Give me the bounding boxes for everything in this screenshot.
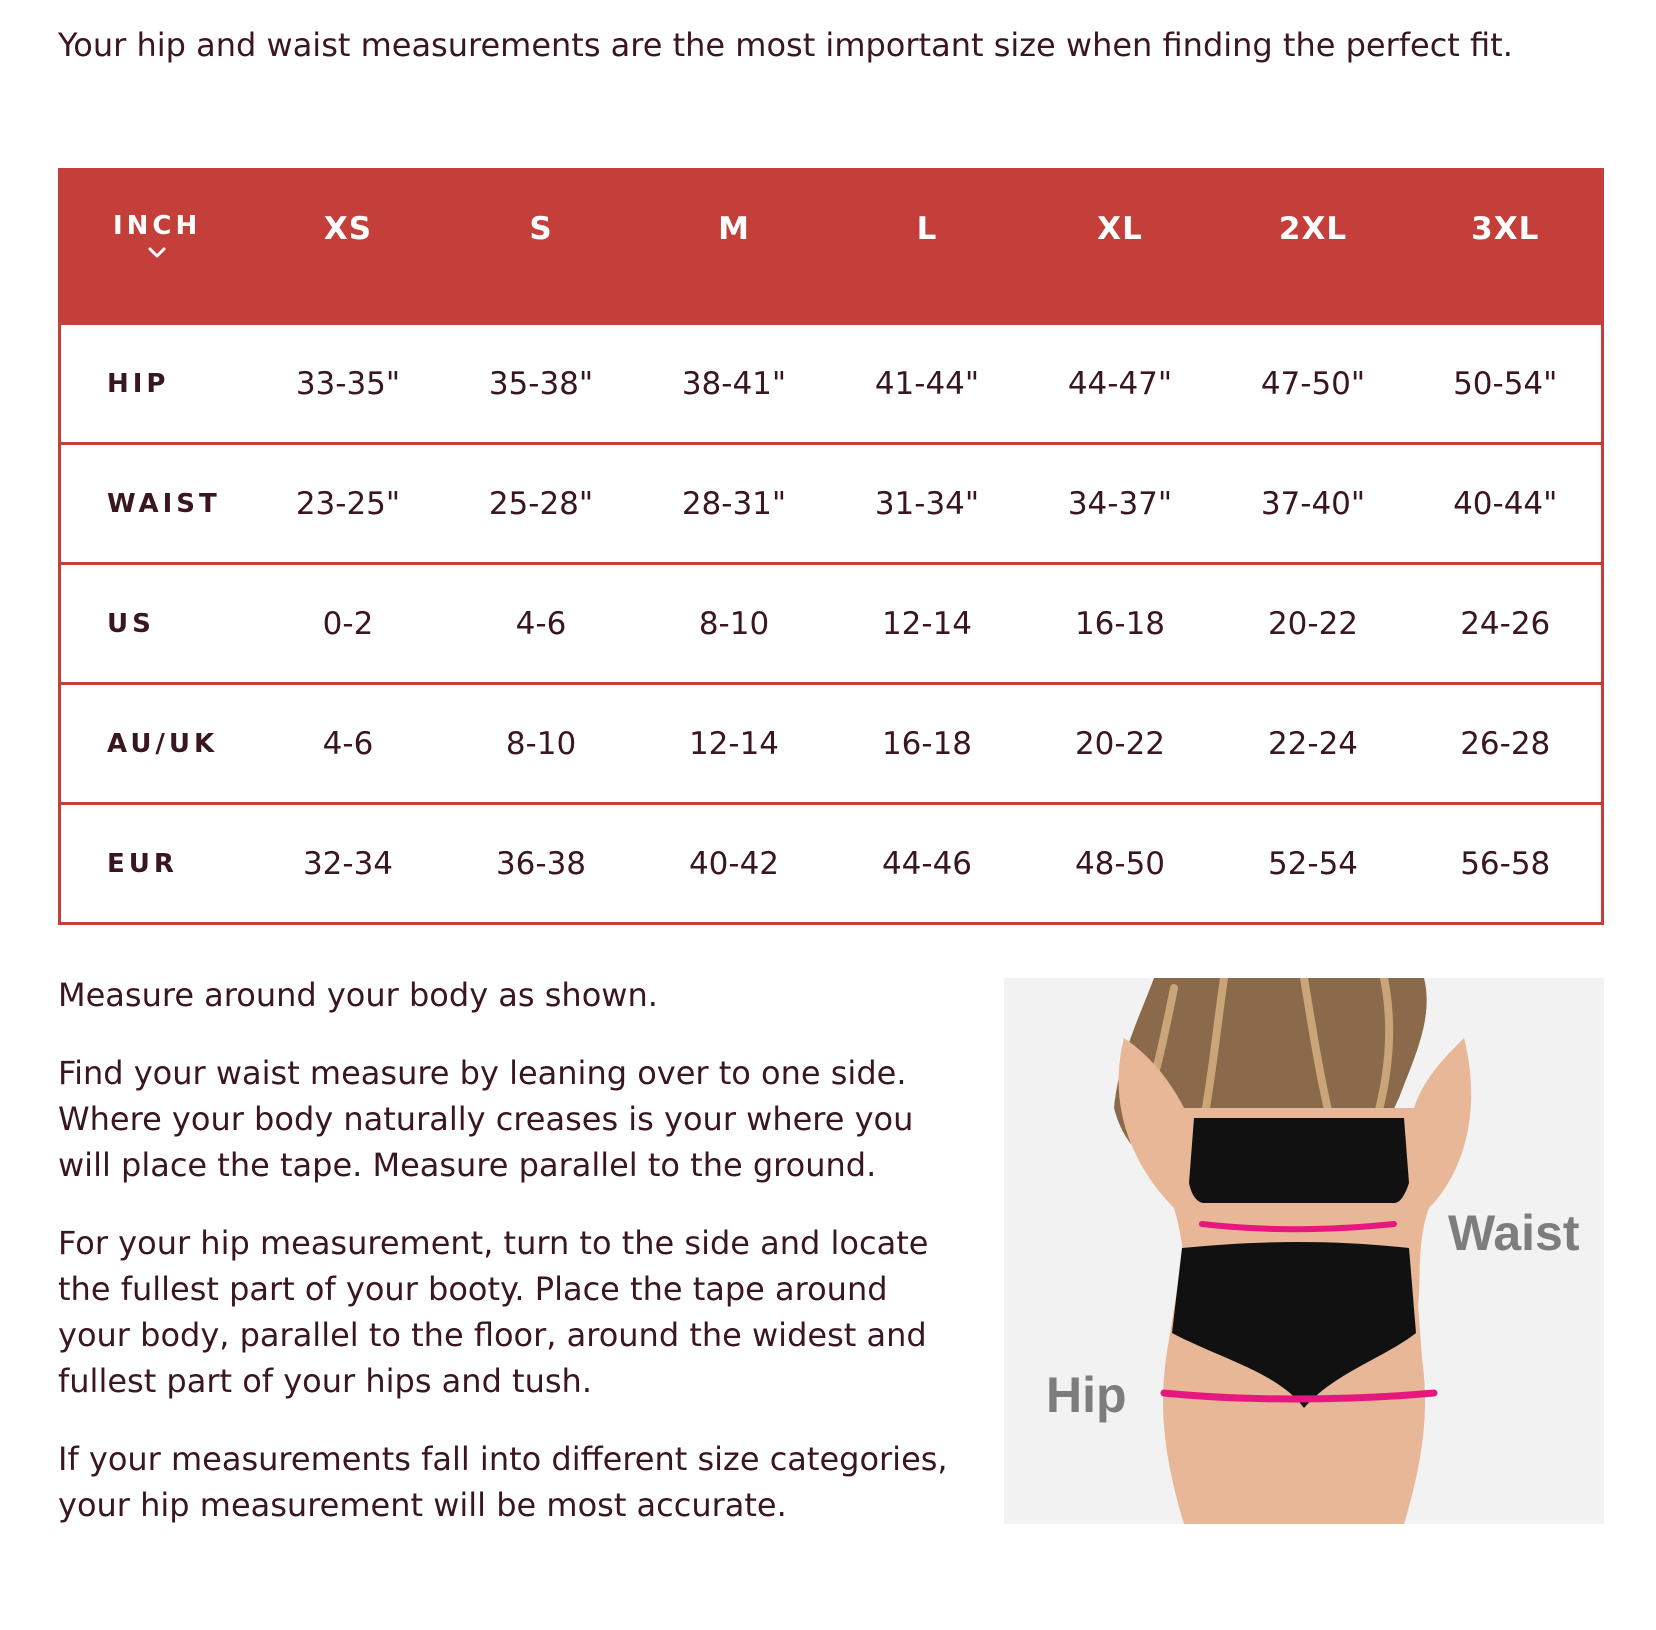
- table-cell: 12-14: [638, 684, 831, 804]
- row-label-hip: HIP: [60, 324, 252, 444]
- table-cell: 4-6: [252, 684, 445, 804]
- table-cell: 47-50": [1217, 324, 1410, 444]
- table-cell: 8-10: [445, 684, 638, 804]
- table-row-au-uk: [60, 684, 1603, 804]
- table-cell: 23-25": [252, 444, 445, 564]
- table-cell: 25-28": [445, 444, 638, 564]
- table-cell: 44-47": [1024, 324, 1217, 444]
- waist-label: Waist: [1448, 1205, 1580, 1261]
- table-cell: 22-24: [1217, 684, 1410, 804]
- size-chart-table: [58, 168, 1604, 925]
- table-cell: 0-2: [252, 564, 445, 684]
- hip-label: Hip: [1046, 1367, 1127, 1423]
- table-cell: 31-34": [831, 444, 1024, 564]
- size-header-row: [60, 170, 1603, 324]
- guide-paragraph: For your hip measurement, turn to the side and locate the fullest part of your booty. Place the tape around your body, parallel to the floor, around the widest and fullest part of your hips and tush.: [58, 1224, 929, 1400]
- guide-paragraph: Measure around your body as shown.: [58, 976, 658, 1014]
- chevron-down-icon: [148, 247, 166, 259]
- table-cell: 36-38: [445, 804, 638, 924]
- size-header-2xl: 2XL: [1217, 170, 1410, 324]
- table-cell: 28-31": [638, 444, 831, 564]
- guide-paragraph: If your measurements fall into different size categories, your hip measurement will be most accurate.: [58, 1440, 948, 1524]
- table-cell: 44-46: [831, 804, 1024, 924]
- table-cell: 52-54: [1217, 804, 1410, 924]
- intro-text: Your hip and waist measurements are the most important size when finding the perfect fit.: [58, 26, 1513, 64]
- table-cell: 26-28: [1410, 684, 1603, 804]
- table-cell: 32-34: [252, 804, 445, 924]
- table-cell: 34-37": [1024, 444, 1217, 564]
- table-row-hip: [60, 324, 1603, 444]
- unit-label: INCH: [113, 211, 202, 241]
- table-row-waist: [60, 444, 1603, 564]
- table-cell: 50-54": [1410, 324, 1603, 444]
- size-header-l: L: [831, 170, 1024, 324]
- row-label-au-uk: AU/UK: [60, 684, 252, 804]
- table-cell: 40-44": [1410, 444, 1603, 564]
- table-cell: 16-18: [1024, 564, 1217, 684]
- table-cell: 4-6: [445, 564, 638, 684]
- table-cell: 35-38": [445, 324, 638, 444]
- table-row-us: [60, 564, 1603, 684]
- table-cell: 37-40": [1217, 444, 1410, 564]
- table-cell: 12-14: [831, 564, 1024, 684]
- size-header-xs: XS: [252, 170, 445, 324]
- size-header-xl: XL: [1024, 170, 1217, 324]
- table-cell: 20-22: [1024, 684, 1217, 804]
- size-header-3xl: 3XL: [1410, 170, 1603, 324]
- table-cell: 38-41": [638, 324, 831, 444]
- size-header-s: S: [445, 170, 638, 324]
- size-header-m: M: [638, 170, 831, 324]
- table-cell: 20-22: [1217, 564, 1410, 684]
- table-cell: 16-18: [831, 684, 1024, 804]
- table-cell: 33-35": [252, 324, 445, 444]
- measurement-illustration: [1004, 978, 1604, 1524]
- row-label-eur: EUR: [60, 804, 252, 924]
- table-cell: 56-58: [1410, 804, 1603, 924]
- measuring-guide: [58, 972, 958, 1560]
- table-row-eur: [60, 804, 1603, 924]
- table-cell: 40-42: [638, 804, 831, 924]
- unit-selector[interactable]: [60, 170, 252, 324]
- bra-shape: [1189, 1118, 1409, 1203]
- table-cell: 48-50: [1024, 804, 1217, 924]
- table-cell: 41-44": [831, 324, 1024, 444]
- row-label-us: US: [60, 564, 252, 684]
- table-cell: 24-26: [1410, 564, 1603, 684]
- guide-paragraph: Find your waist measure by leaning over to one side. Where your body naturally creases is your where you will place the tape. Measure parallel to the ground.: [58, 1054, 914, 1184]
- table-cell: 8-10: [638, 564, 831, 684]
- row-label-waist: WAIST: [60, 444, 252, 564]
